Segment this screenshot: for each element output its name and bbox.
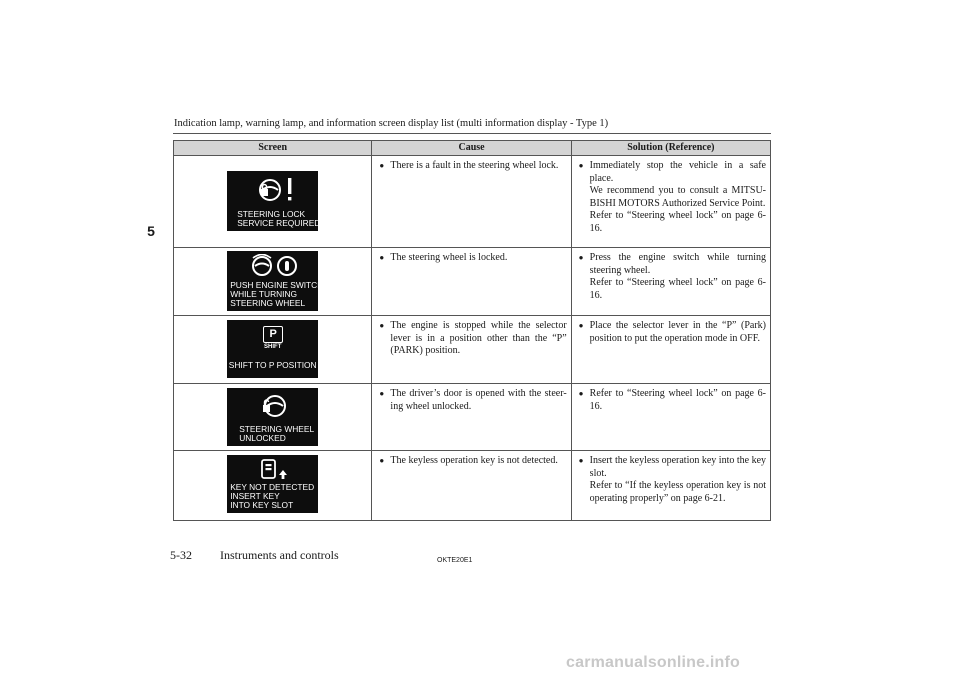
bullet-icon: ● — [379, 321, 385, 330]
screen-cell — [174, 384, 372, 451]
display-screen-key-not-detected — [227, 455, 318, 513]
column-header-solution: Solution (Reference) — [571, 141, 770, 156]
screen-cell — [174, 248, 372, 316]
table-header-row — [174, 141, 771, 156]
display-screen-push-engine — [227, 251, 324, 311]
column-header-screen: Screen — [174, 141, 372, 156]
cause-text: The keyless operation key is not detected. — [390, 455, 558, 466]
bullet-icon: ● — [578, 456, 584, 465]
screen-cell — [174, 316, 372, 384]
display-screen-steering-lock — [227, 171, 321, 231]
cause-text: The steering wheel is locked. — [390, 252, 508, 263]
table-row — [174, 451, 771, 521]
steering-unlocked-icon — [259, 393, 289, 419]
bullet-icon: ● — [379, 161, 385, 170]
steering-lock-warning-icon — [257, 177, 311, 203]
solution-cell — [571, 451, 770, 521]
chapter-tab: 5 — [147, 223, 155, 239]
screen-text-line: SHIFT TO P POSITION — [228, 360, 317, 370]
cause-cell — [372, 316, 571, 384]
display-screen-steering-unlocked — [227, 388, 318, 446]
solution-text: Press the engine switch while turning steering wheel. Refer to “Steering wheel lock” on page 6-16. — [589, 252, 766, 301]
cause-cell — [372, 384, 571, 451]
solution-text: Insert the keyless operation key into the key slot. Refer to “If the keyless operation key is not operating properly” on page 6-21. — [589, 455, 767, 504]
screen-text-line: UNLOCKED — [239, 433, 286, 443]
screen-text-line: INTO KEY SLOT — [230, 500, 294, 510]
screen-cell — [174, 451, 372, 521]
page-number: 5-32 — [170, 548, 192, 562]
solution-text: Place the selector lever in the “P” (Park) position to put the operation mode in OFF. — [589, 320, 766, 344]
solution-cell — [571, 316, 770, 384]
screen-text-line: PUSH ENGINE SWITCH — [230, 280, 324, 290]
column-header-cause: Cause — [372, 141, 571, 156]
solution-cell — [571, 248, 770, 316]
table-row — [174, 316, 771, 384]
cause-text: There is a fault in the steering wheel lock. — [390, 160, 559, 171]
bullet-icon: ● — [578, 253, 584, 262]
solution-cell — [571, 384, 770, 451]
display-list-table — [173, 140, 771, 521]
solution-cell — [571, 156, 770, 248]
shift-p-icon: P — [263, 326, 283, 343]
cause-cell — [372, 451, 571, 521]
section-title: Instruments and controls — [220, 548, 339, 562]
header-rule — [173, 133, 771, 134]
screen-text-line: SERVICE REQUIRED — [237, 218, 321, 228]
shift-icon-label: SHIFT — [264, 344, 282, 350]
screen-text-line: INSERT KEY — [230, 491, 280, 501]
screen-text-line: KEY NOT DETECTED — [230, 482, 315, 492]
header-title: Indication lamp, warning lamp, and information screen display list (multi information display - Type 1) — [174, 118, 609, 129]
solution-text: Refer to “Steering wheel lock” on page 6-16. — [589, 388, 766, 412]
cause-text: The engine is stopped while the selector lever is in a position other than the “P” (PARK) position. — [390, 320, 567, 357]
cause-cell — [372, 248, 571, 316]
bullet-icon: ● — [379, 389, 385, 398]
table-row — [174, 384, 771, 451]
table-row — [174, 248, 771, 316]
watermark: carmanualsonline.info — [566, 654, 741, 671]
screen-text-line: WHILE TURNING — [230, 289, 298, 299]
bullet-icon: ● — [379, 253, 385, 262]
screen-cell — [174, 156, 372, 248]
solution-text: Immediately stop the vehicle in a safe place. We recommend you to consult a MITSU-BISHI MOTORS Authorized Service Point. Refer to “Steering wheel lock” on page 6-16. — [589, 160, 766, 234]
screen-text-line: STEERING WHEEL — [239, 424, 315, 434]
display-screen-shift-p — [227, 320, 318, 378]
bullet-icon: ● — [578, 389, 584, 398]
key-slot-icon — [259, 458, 287, 480]
bullet-icon: ● — [578, 321, 584, 330]
push-steering-icon — [251, 254, 301, 278]
screen-text-line: STEERING LOCK — [237, 209, 306, 219]
table-row — [174, 156, 771, 248]
cause-cell — [372, 156, 571, 248]
cause-text: The driver’s door is opened with the steer-ing wheel unlocked. — [390, 388, 567, 412]
document-code: OKTE20E1 — [437, 557, 473, 564]
screen-text-line: STEERING WHEEL — [230, 298, 306, 308]
bullet-icon: ● — [578, 161, 584, 170]
bullet-icon: ● — [379, 456, 385, 465]
